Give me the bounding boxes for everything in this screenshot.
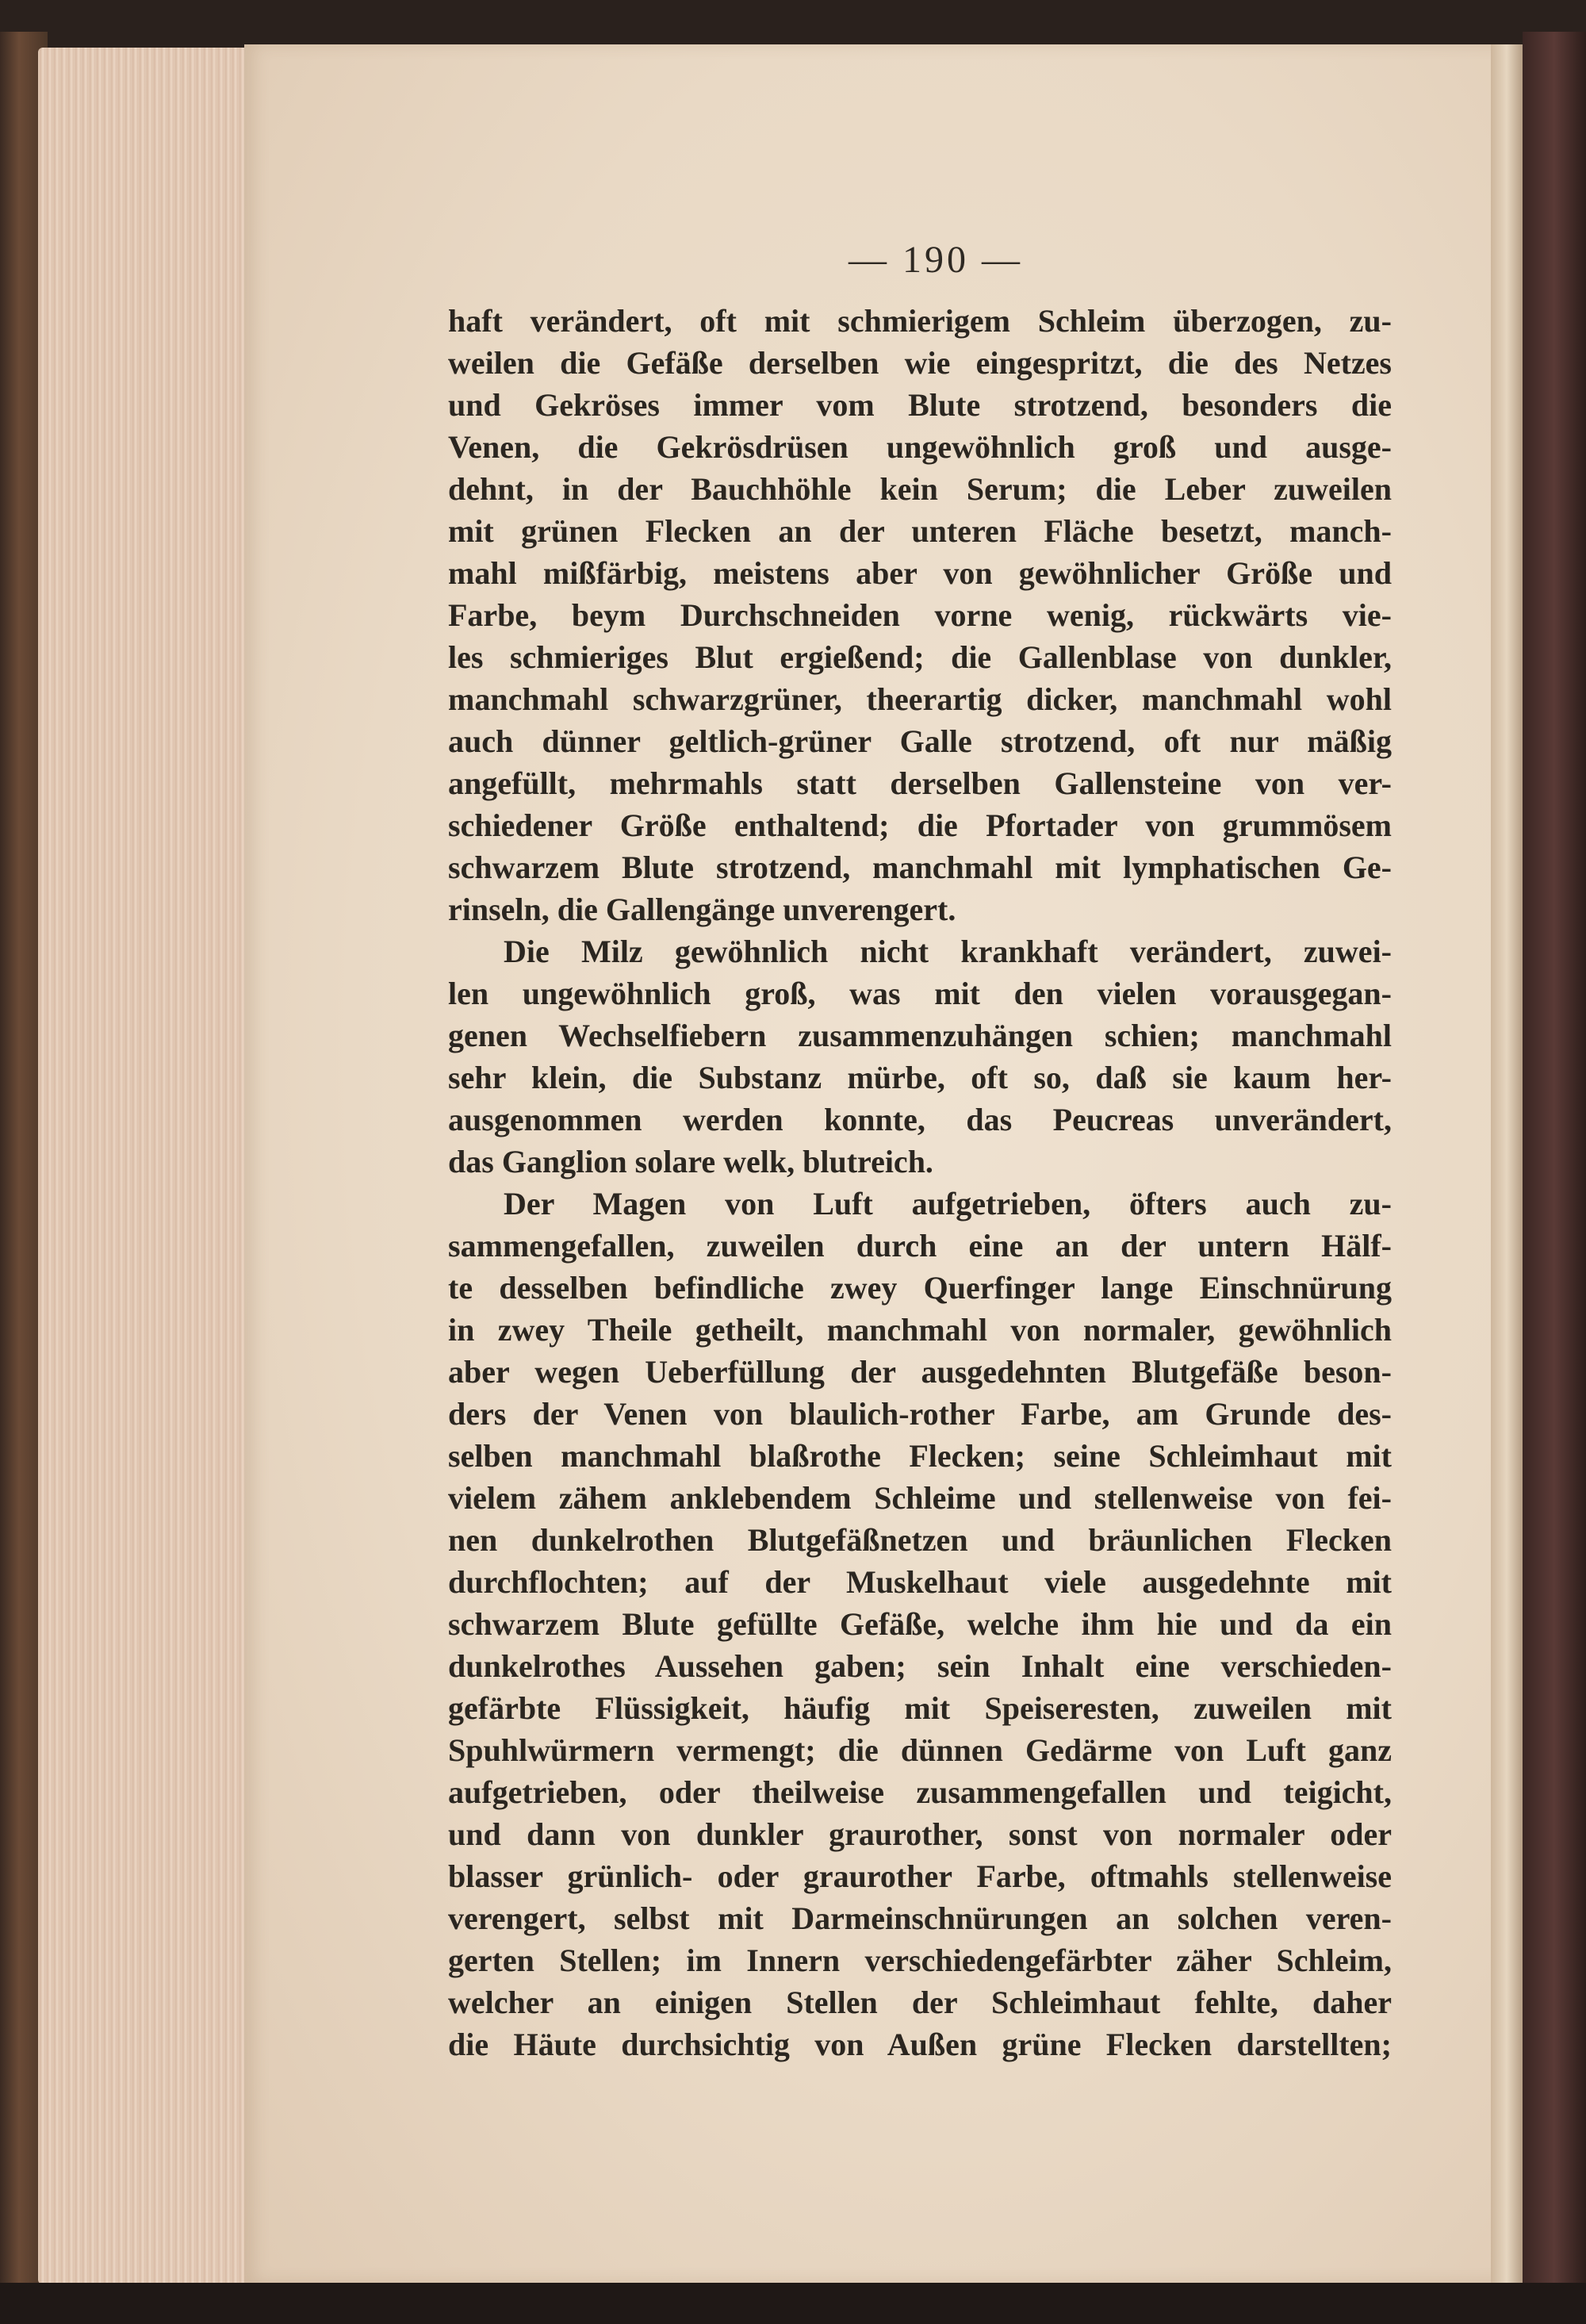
text-line: sehr klein, die Substanz mürbe, oft so, daß sie kaum her- bbox=[448, 1060, 1392, 1095]
text-line: gerten Stellen; im Innern verschiedengefärbter zäher Schleim, bbox=[448, 1942, 1392, 1978]
text-line: dunkelrothes Aussehen gaben; sein Inhalt eine verschieden- bbox=[448, 1648, 1392, 1684]
text-line: schwarzem Blute strotzend, manchmahl mit lymphatischen Ge- bbox=[448, 849, 1392, 885]
text-line: welcher an einigen Stellen der Schleimhaut fehlte, daher bbox=[448, 1985, 1392, 2020]
text-line: angefüllt, mehrmahls statt derselben Gallensteine von ver- bbox=[448, 765, 1392, 801]
text-line: les schmieriges Blut ergießend; die Gallenblase von dunkler, bbox=[448, 639, 1392, 675]
text-line: Farbe, beym Durchschneiden vorne wenig, rückwärts vie- bbox=[448, 597, 1392, 633]
text-line: Spuhlwürmern vermengt; die dünnen Gedärme von Luft ganz bbox=[448, 1732, 1392, 1768]
text-line: Venen, die Gekrösdrüsen ungewöhnlich groß und ausge- bbox=[448, 429, 1392, 465]
text-line: ausgenommen werden konnte, das Peucreas unverändert, bbox=[448, 1102, 1392, 1137]
text-line: len ungewöhnlich groß, was mit den vielen vorausgegan- bbox=[448, 976, 1392, 1011]
text-line: genen Wechselfiebern zusammenzuhängen schien; manchmahl bbox=[448, 1018, 1392, 1053]
scan-background bbox=[0, 2283, 1586, 2324]
text-line: verengert, selbst mit Darmeinschnürungen an solchen veren- bbox=[448, 1900, 1392, 1936]
facing-page-edge bbox=[1491, 44, 1523, 2283]
text-line: durchflochten; auf der Muskelhaut viele ausgedehnte mit bbox=[448, 1564, 1392, 1600]
page-number: — 190 — bbox=[849, 239, 1023, 281]
text-line: in zwey Theile getheilt, manchmahl von normaler, gewöhnlich bbox=[448, 1312, 1392, 1348]
text-line: te desselben befindliche zwey Querfinger lange Einschnürung bbox=[448, 1270, 1392, 1306]
text-line: schwarzem Blute gefüllte Gefäße, welche ihm hie und da ein bbox=[448, 1606, 1392, 1642]
text-line: das Ganglion solare welk, blutreich. bbox=[448, 1144, 933, 1179]
text-line: schiedener Größe enthaltend; die Pfortader von grummösem bbox=[448, 807, 1392, 843]
text-line: blasser grünlich- oder graurother Farbe, oftmahls stellenweise bbox=[448, 1858, 1392, 1894]
text-line: rinseln, die Gallengänge unverengert. bbox=[448, 892, 956, 927]
paragraph bbox=[448, 1183, 1392, 2065]
text-line: die Häute durchsichtig von Außen grüne Flecken darstellten; bbox=[448, 2027, 1392, 2062]
book-binding bbox=[1523, 32, 1586, 2300]
text-line: ders der Venen von blaulich-rother Farbe, am Grunde des- bbox=[448, 1396, 1392, 1432]
paragraph bbox=[448, 300, 1392, 930]
text-line: aber wegen Ueberfüllung der ausgedehnten Blutgefäße beson- bbox=[448, 1354, 1392, 1390]
text-line: Der Magen von Luft aufgetrieben, öfters auch zu- bbox=[504, 1186, 1392, 1221]
text-line: Die Milz gewöhnlich nicht krankhaft verändert, zuwei- bbox=[504, 934, 1392, 969]
text-line: selben manchmahl blaßrothe Flecken; seine Schleimhaut mit bbox=[448, 1438, 1392, 1474]
text-line: auch dünner geltlich-grüner Galle strotzend, oft nur mäßig bbox=[448, 723, 1392, 759]
text-line: mahl mißfärbig, meistens aber von gewöhnlicher Größe und bbox=[448, 555, 1392, 591]
text-line: nen dunkelrothen Blutgefäßnetzen und bräunlichen Flecken bbox=[448, 1522, 1392, 1558]
text-line: sammengefallen, zuweilen durch eine an der untern Hälf- bbox=[448, 1228, 1392, 1264]
text-line: dehnt, in der Bauchhöhle kein Serum; die Leber zuweilen bbox=[448, 471, 1392, 507]
text-line: manchmahl schwarzgrüner, theerartig dicker, manchmahl wohl bbox=[448, 681, 1392, 717]
page-edges-stack bbox=[38, 48, 246, 2284]
text-line: haft verändert, oft mit schmierigem Schleim überzogen, zu- bbox=[448, 303, 1392, 339]
paragraph bbox=[448, 930, 1392, 1183]
text-line: weilen die Gefäße derselben wie eingespritzt, die des Netzes bbox=[448, 345, 1392, 381]
text-line: mit grünen Flecken an der unteren Fläche besetzt, manch- bbox=[448, 513, 1392, 549]
text-line: und dann von dunkler graurother, sonst von normaler oder bbox=[448, 1816, 1392, 1852]
text-line: vielem zähem anklebendem Schleime und stellenweise von fei- bbox=[448, 1480, 1392, 1516]
text-line: aufgetrieben, oder theilweise zusammengefallen und teigicht, bbox=[448, 1774, 1392, 1810]
text-line: und Gekröses immer vom Blute strotzend, besonders die bbox=[448, 387, 1392, 423]
body-text bbox=[448, 300, 1392, 2065]
text-line: gefärbte Flüssigkeit, häufig mit Speiseresten, zuweilen mit bbox=[448, 1690, 1392, 1726]
